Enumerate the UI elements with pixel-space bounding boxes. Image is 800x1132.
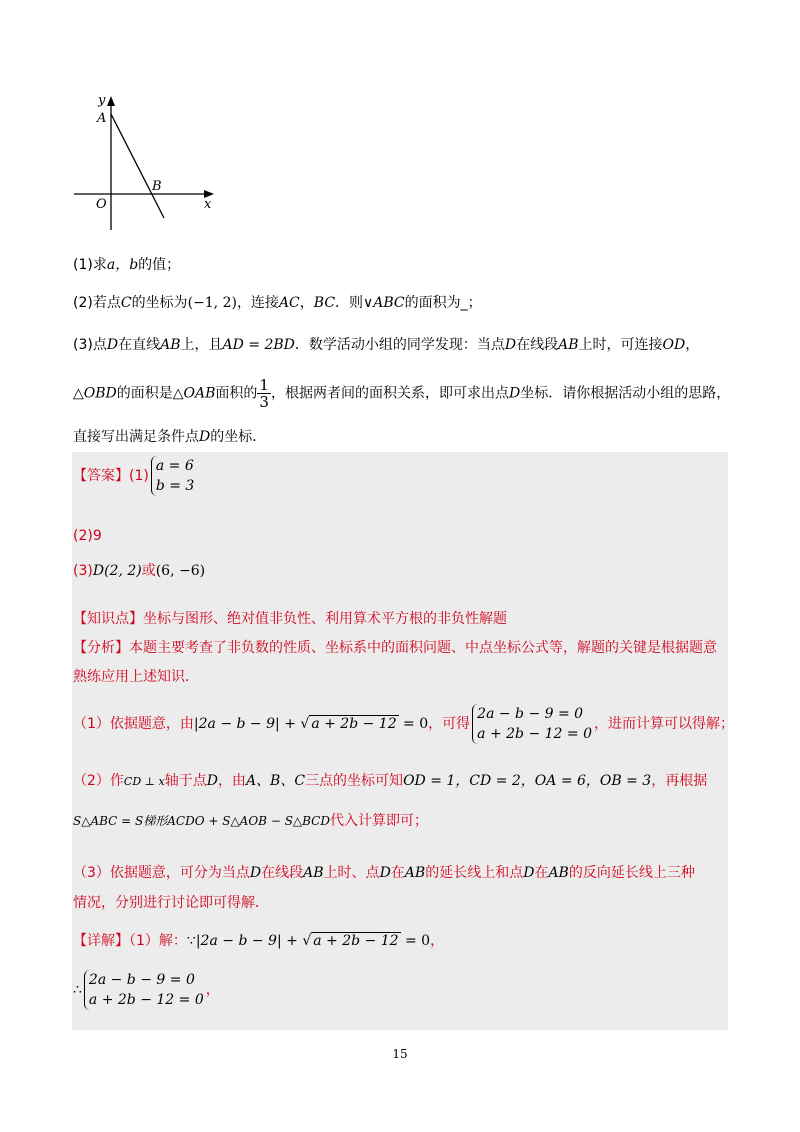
detail-abs: |2a − b − 9| (195, 933, 282, 949)
analysis-step-1: （1）依据题意，由|2a − b − 9| + √ a + 2b − 12 = 0，可得 2a − b − 9 = 0 a + 2b − 12 = 0 ，进而计算可以得解； (73, 706, 734, 742)
q2-point-c: C (120, 295, 132, 311)
step3-d: D (379, 865, 391, 881)
q3-point-d: D (199, 429, 211, 445)
step2-abc: A、B、C (245, 773, 306, 789)
q2-ac: AC (278, 295, 300, 311)
step2-text: 代入计算即可； (329, 813, 428, 829)
because-symbol: ∵ (186, 933, 196, 949)
detail-text: （1）解： (129, 933, 187, 949)
answer-1 (73, 456, 196, 496)
q3-text: 上时，可连接 (578, 337, 663, 353)
q3-fraction: $\frac{1}{3}$ (259, 376, 269, 411)
step3-text: 在线段 (261, 865, 304, 881)
step3-ab: AB (404, 865, 426, 881)
step3-text: 的延长线上和点 (425, 865, 524, 881)
therefore-symbol: ∴ (73, 982, 82, 998)
question-3-line-1: (3)点D在直线AB上，且AD = 2BD．数学活动小组的同学发现：当点D在线段AB上时，可连接OD， (73, 337, 700, 353)
detail-text: ， (205, 982, 220, 998)
q2-sep: ， (299, 295, 314, 311)
knowledge-label: 【知识点】 (73, 611, 143, 627)
q1-vars: a，b (106, 257, 139, 273)
step1-eq0: = 0 (398, 716, 429, 732)
question-3-line-3 (73, 426, 266, 446)
step2-text: ，再根据 (651, 773, 708, 789)
step3-d: D (523, 865, 535, 881)
q3-equation: AD = 2BD (222, 337, 295, 353)
page-number: 15 (392, 1047, 408, 1061)
detail-system: 2a − b − 9 = 0 a + 2b − 12 = 0 (84, 970, 204, 1010)
answer-3-point-1: D(2, 2) (92, 563, 142, 579)
step3-text: 在 (390, 865, 405, 881)
line-ab (111, 114, 164, 218)
analysis-text: 熟练应用上述知识． (73, 669, 199, 685)
detail-line-1: 【详解】（1）解：∵|2a − b − 9| + √ a + 2b − 12 = 0， (73, 933, 445, 949)
step2-text: 轴于点 (164, 773, 207, 789)
answer-2 (73, 528, 102, 544)
detail-label: 【详解】 (73, 933, 129, 949)
q2-prefix: (2)若点 (73, 295, 121, 311)
step1-system: 2a − b − 9 = 0 a + 2b − 12 = 0 (472, 704, 592, 744)
step1-abs: |2a − b − 9| (193, 716, 280, 732)
question-3-line-2 (73, 377, 730, 410)
q3-text: 上，且 (180, 337, 223, 353)
q2-tail: 的面积为_； (404, 295, 482, 311)
step1-sqrt: a + 2b − 12 (311, 716, 397, 732)
step3-text: 情况，分别进行讨论即可得解． (73, 895, 269, 911)
coordinate-graph (66, 90, 226, 240)
step3-d: D (249, 865, 262, 881)
answer-label: 【答案】 (73, 468, 129, 484)
answer-3 (73, 560, 205, 580)
q3-point-d: D (508, 385, 521, 402)
q3-triangle-obd: △OBD (73, 385, 117, 402)
analysis-text: 本题主要考查了非负数的性质、坐标系中的面积问题、中点坐标公式等，解题的关键是根据题意 (129, 640, 717, 656)
detail-text: ， (430, 933, 445, 949)
step3-text: 在 (534, 865, 549, 881)
step2-text: ，由 (217, 773, 246, 789)
detail-line-2 (73, 970, 220, 1010)
analysis-line-2 (73, 666, 199, 686)
step3-ab: AB (303, 865, 324, 881)
step3-text: 的反向延长线上三种 (568, 865, 695, 881)
q3-text: 直接写出满足条件点 (73, 429, 199, 445)
q3-triangle-oab: △OAB (172, 385, 216, 402)
answer-1-num: (1) (129, 468, 149, 484)
detail-plus: + (281, 933, 303, 949)
point-a-label: A (97, 111, 107, 126)
y-axis-arrow (107, 96, 115, 106)
q3-ab: AB (160, 337, 181, 353)
step1-plus: + (279, 716, 301, 732)
step2-text: （2）作 (73, 773, 124, 789)
q2-then: ．则 (335, 295, 364, 311)
answer-3-or: 或 (141, 563, 156, 579)
step2-formula: S△ABC = S梯形ACDO + S△AOB − S△BCD (73, 814, 330, 828)
x-axis-label: x (204, 197, 212, 212)
q2-mid: 的坐标为 (131, 295, 188, 311)
step1-text: ，进而计算可以得解； (594, 716, 734, 732)
answer-3-point-2: (6, −6) (155, 563, 206, 579)
question-1 (73, 254, 180, 274)
q3-text: ．数学活动小组的同学发现：当点 (294, 337, 505, 353)
step2-cd: CD ⊥ x (123, 775, 165, 788)
q3-text: 在直线 (118, 337, 161, 353)
step1-text: ，可得 (428, 716, 471, 732)
q3-text: 的坐标． (210, 429, 267, 445)
answer-1-system: a = 6 b = 3 (151, 456, 195, 496)
analysis-step-3-line-1 (73, 862, 695, 882)
y-axis-label: y (98, 93, 106, 108)
step3-ab: AB (548, 865, 569, 881)
q1-tail: 的值； (138, 257, 181, 273)
answer-3-num: (3) (73, 563, 93, 579)
q3-point-d: D (106, 337, 119, 353)
knowledge-point (73, 608, 507, 628)
q3-ab: AB (558, 337, 579, 353)
q3-text: ，根据两者间的面积关系，即可求出点 (270, 385, 509, 402)
q3-text: 面积的 (215, 385, 258, 402)
analysis-line-1 (73, 637, 717, 657)
analysis-step-2-formula (73, 810, 428, 830)
q3-od: OD (662, 337, 686, 353)
answer-2-value: (2)9 (73, 528, 102, 544)
q2-abc: ∨ABC (363, 295, 405, 311)
step2-d: D (206, 773, 218, 789)
q2-mid2: ，连接 (236, 295, 279, 311)
step3-text: 上时、点 (323, 865, 380, 881)
q3-point-d: D (504, 337, 517, 353)
origin-label: O (96, 197, 107, 212)
q3-text: 坐标．请你根据活动小组的思路， (520, 385, 731, 402)
question-2 (73, 292, 482, 312)
analysis-label: 【分析】 (73, 640, 129, 656)
knowledge-text: 坐标与图形、绝对值非负性、利用算术平方根的非负性解题 (143, 611, 507, 627)
point-b-label: B (152, 179, 162, 194)
analysis-step-2 (73, 770, 707, 790)
step2-text: 三点的坐标可知 (305, 773, 404, 789)
q1-prefix: (1)求 (73, 257, 107, 273)
q2-coord: (−1, 2) (187, 295, 237, 311)
step3-text: （3）依据题意，可分为当点 (73, 865, 250, 881)
q2-bc: BC (313, 295, 336, 311)
q3-text: 的面积是 (116, 385, 173, 402)
step1-text: （1）依据题意，由 (73, 716, 194, 732)
step2-values: OD = 1，CD = 2，OA = 6，OB = 3 (403, 773, 652, 789)
analysis-step-3-line-2 (73, 892, 269, 912)
q3-text: 在线段 (516, 337, 559, 353)
q3-prefix: (3)点 (73, 337, 107, 353)
detail-eq0: = 0 (400, 933, 431, 949)
detail-sqrt: a + 2b − 12 (313, 933, 399, 949)
